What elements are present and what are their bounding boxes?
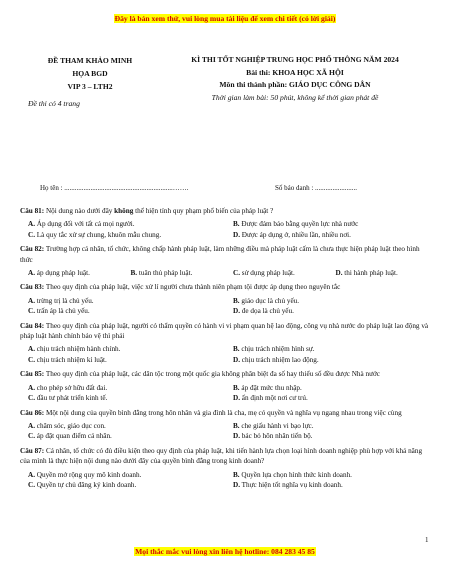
question-stem	[20, 408, 430, 418]
option-text: đe dọa là chủ yếu.	[241, 307, 294, 316]
page-count-note: Đề thi có 4 trang	[28, 99, 80, 108]
question-text: Một nội dung của quyền bình đẳng trong hôn nhân và gia đình là cha, mẹ có quyền và nghĩa vụ ngang nhau trong việc cùng	[44, 408, 402, 417]
exam-code-line3: VIP 3 – LTH2	[67, 82, 113, 91]
preview-banner-text: Đây là bản xem thử, vui lòng mua tài liệu để xem chi tiết (có lời giải)	[114, 14, 336, 23]
answer-option	[123, 268, 226, 278]
question	[20, 408, 430, 442]
option-letter: A.	[28, 421, 35, 430]
question-list	[20, 206, 430, 494]
answer-option	[20, 421, 225, 431]
exam-code-line2: HỌA BGD	[72, 69, 108, 78]
option-text: Quyền lựa chọn hình thức kinh doanh.	[241, 470, 352, 479]
answer-option	[20, 480, 225, 490]
question-number: Câu 87:	[20, 446, 45, 455]
question-number: Câu 82:	[20, 245, 45, 254]
answer-option	[20, 268, 123, 278]
option-text: chịu trách nhiệm hành chính.	[36, 345, 121, 354]
answer-option	[20, 230, 225, 240]
question-text: Nội dung nào dưới đây	[44, 207, 115, 215]
question	[20, 206, 430, 240]
answer-option	[225, 480, 430, 490]
answer-option	[20, 383, 225, 393]
question-stem	[20, 206, 430, 216]
option-text: đầu tư phát triển kinh tế.	[36, 394, 108, 403]
option-letter: C.	[233, 269, 240, 278]
question-stem	[20, 446, 430, 467]
option-letter: C.	[28, 355, 35, 364]
answer-options	[20, 296, 430, 317]
answer-option	[225, 431, 430, 441]
answer-option	[20, 431, 225, 441]
candidate-identity-line	[40, 184, 420, 192]
option-text: áp đặt quan điểm cá nhân.	[36, 432, 112, 441]
answer-option	[225, 306, 430, 316]
answer-option	[225, 355, 430, 365]
answer-option	[225, 421, 430, 431]
option-text: giáo dục là chủ yếu.	[241, 296, 300, 305]
question-number: Câu 84:	[20, 321, 45, 330]
option-letter: B.	[233, 296, 240, 305]
exam-title: KÌ THI TỐT NGHIỆP TRUNG HỌC PHỔ THÔNG NĂM 2024	[191, 55, 399, 64]
question-number: Câu 83:	[20, 283, 45, 292]
question-number: Câu 81:	[20, 207, 45, 215]
answer-option	[20, 344, 225, 354]
option-letter: B.	[233, 383, 240, 392]
option-text: áp đặt mức thu nhập.	[241, 383, 302, 392]
option-text: bác bỏ hôn nhân tiến bộ.	[241, 432, 313, 441]
option-text: Quyền mở rộng quy mô kinh doanh.	[36, 470, 142, 479]
answer-option	[225, 383, 430, 393]
option-letter: B.	[130, 269, 138, 278]
option-text: trừng trị là chủ yếu.	[36, 296, 94, 305]
answer-options	[20, 268, 430, 278]
option-text: che giấu hành vi bạo lực.	[241, 421, 314, 430]
answer-options	[20, 219, 430, 240]
option-text: Áp dụng đối với tất cả mọi người.	[36, 220, 135, 229]
option-text: Là quy tắc xử sự chung, khuôn mẫu chung.	[36, 230, 162, 239]
answer-options	[20, 383, 430, 404]
exam-code-line1: ĐỀ THAM KHẢO MINH	[47, 56, 133, 65]
question	[20, 244, 430, 278]
question-number: Câu 85:	[20, 370, 45, 379]
answer-option	[225, 296, 430, 306]
exam-component: Môn thi thành phần: GIÁO DỤC CÔNG DÂN	[219, 80, 371, 90]
option-text: tuân thủ pháp luật.	[138, 269, 193, 278]
option-letter: D.	[233, 307, 240, 316]
option-text: Quyền tự chủ đăng ký kinh doanh.	[36, 480, 137, 489]
answer-option	[20, 355, 225, 365]
exam-time: Thời gian làm bài: 50 phút, không kể thời gian phát đề	[211, 92, 379, 102]
hotline-footer-text: Mọi thắc mắc vui lòng xin liên hệ hotline: 084 283 45 85	[135, 547, 315, 556]
exam-subject: Bài thi: KHOA HỌC XÃ HỘI	[246, 67, 344, 77]
question-text: Trường hợp cá nhân, tổ chức, không chấp hành pháp luật, làm những điều mà pháp luật cấm là chưa thực hiện pháp luật theo hình thức	[20, 245, 420, 264]
option-text: chăm sóc, giáo dục con.	[36, 421, 106, 430]
option-text: ấn định một nơi cư trú.	[241, 394, 308, 403]
option-text: thi hành pháp luật.	[344, 269, 398, 278]
answer-options	[20, 344, 430, 365]
option-letter: A.	[28, 383, 35, 392]
answer-options	[20, 470, 430, 491]
answer-option	[20, 393, 225, 403]
option-letter: C.	[28, 307, 35, 316]
option-letter: D.	[233, 394, 240, 403]
question-text-tail: thể hiện tính quy phạm phổ biến của pháp luật ?	[133, 207, 274, 215]
answer-option	[20, 296, 225, 306]
answer-options	[20, 421, 430, 442]
option-letter: D.	[233, 230, 240, 239]
option-letter: D.	[233, 355, 240, 364]
option-text: chịu trách nhiệm lao động.	[241, 355, 319, 364]
answer-option	[225, 268, 328, 278]
question-text: Theo quy định của pháp luật, các dân tộc trong một quốc gia không phân biệt đa số hay thiểu số đều được Nhà nước	[44, 370, 380, 379]
option-letter: B.	[233, 470, 240, 479]
option-letter: A.	[28, 470, 35, 479]
option-text: sử dụng pháp luật.	[241, 269, 295, 278]
answer-option	[20, 219, 225, 229]
answer-option	[20, 306, 225, 316]
option-letter: D.	[335, 269, 343, 278]
option-text: chịu trách nhiệm kỉ luật.	[36, 355, 107, 364]
question-stem	[20, 321, 430, 342]
option-letter: C.	[28, 480, 35, 489]
option-letter: A.	[28, 269, 35, 278]
option-text: Thực hiện tốt nghĩa vụ kinh doanh.	[241, 480, 343, 489]
option-letter: C.	[28, 394, 35, 403]
question-stem	[20, 369, 430, 379]
option-letter: A.	[28, 220, 35, 229]
option-text: Được áp dụng ở, nhiều lần, nhiều nơi.	[241, 230, 351, 239]
option-text: Được đảm bảo bằng quyền lực nhà nước	[241, 220, 359, 229]
candidate-name-field: Họ tên : ..............................................................…….	[40, 184, 189, 192]
exam-code-block	[20, 54, 160, 110]
option-letter: D.	[233, 480, 240, 489]
option-letter: D.	[233, 432, 240, 441]
hotline-footer	[0, 547, 450, 556]
question-text: Theo quy định của pháp luật, việc xử lí người chưa thành niên phạm tội được áp dụng theo nguyên tắc	[44, 283, 341, 292]
question	[20, 369, 430, 403]
option-letter: C.	[28, 432, 35, 441]
answer-option	[225, 230, 430, 240]
question-text: Cá nhân, tổ chức có đủ điều kiện theo quy định của pháp luật, khi tiến hành lựa chọn loại hình doanh nghiệp phù hợp với khả năng của mình là thực hiện nội dung nào dưới đây của quyền bình đẳng trong kinh doanh?	[20, 446, 423, 466]
answer-option	[20, 470, 225, 480]
answer-option	[328, 268, 431, 278]
question-stem	[20, 244, 430, 265]
page-number: 1	[425, 536, 429, 544]
option-letter: C.	[28, 230, 35, 239]
exam-title-block	[160, 54, 430, 104]
question-number: Câu 86:	[20, 408, 45, 417]
question	[20, 282, 430, 316]
question-text: Theo quy định của pháp luật, người có thẩm quyền có hành vi vi phạm quan hệ lao động, công vụ nhà nước do pháp luật lao động và pháp luật hành chính bảo vệ thì phải	[20, 321, 429, 341]
answer-option	[225, 344, 430, 354]
answer-option	[225, 470, 430, 480]
option-letter: A.	[28, 296, 35, 305]
option-text: cho phép sở hữu đất đai.	[36, 383, 108, 392]
option-letter: A.	[28, 345, 35, 354]
option-text: chịu trách nhiệm hình sự.	[241, 345, 315, 354]
option-letter: B.	[233, 421, 240, 430]
preview-banner	[0, 14, 450, 23]
answer-option	[225, 393, 430, 403]
option-text: trấn áp là chủ yếu.	[36, 307, 90, 316]
question-stem	[20, 282, 430, 292]
question-emphasis: không	[114, 207, 134, 215]
option-letter: B.	[233, 345, 240, 354]
option-text: áp dụng pháp luật.	[36, 269, 90, 278]
answer-option	[225, 219, 430, 229]
option-letter: B.	[233, 220, 240, 229]
question	[20, 321, 430, 366]
question	[20, 446, 430, 491]
candidate-number-field: Số báo danh : ........................	[275, 184, 358, 192]
